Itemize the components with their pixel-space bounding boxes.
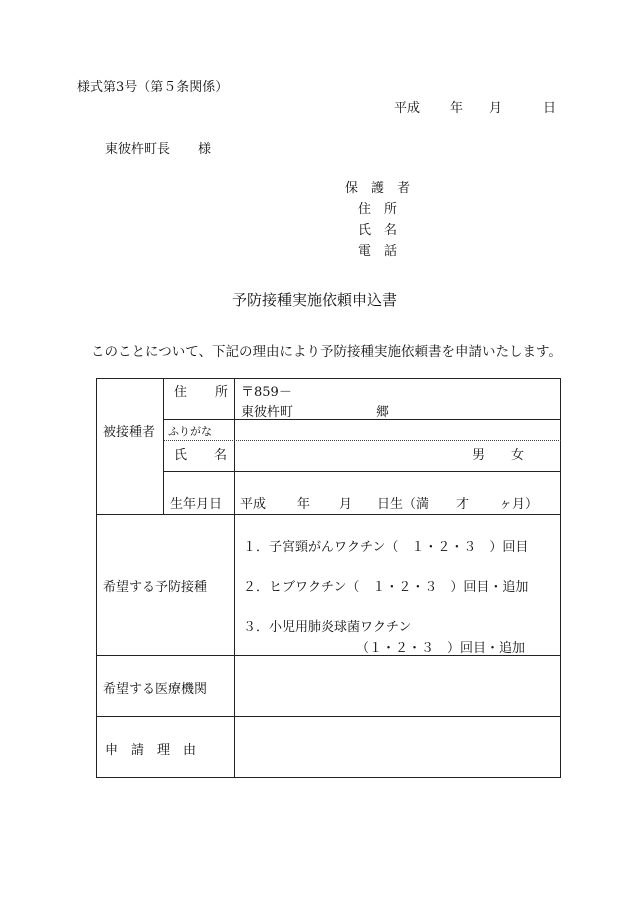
- dob-year: 年: [297, 497, 311, 512]
- subject-label: 被接種者: [103, 425, 156, 440]
- vaccine-option-2: ２．ヒブワクチン（ １・２・３ ）回目・追加: [243, 580, 529, 595]
- dob-day: 日生（満: [377, 497, 430, 512]
- row-divider-furigana: [163, 440, 561, 441]
- dob-age: 才: [456, 497, 470, 512]
- document-intro: このことについて、下記の理由により予防接種実施依頼書を申請いたします。: [91, 344, 562, 360]
- dob-label: 生年月日: [170, 497, 223, 512]
- vaccine-option-3-detail: （１・２・３ ）回目・追加: [356, 641, 526, 656]
- vaccine-option-3: ３．小児用肺炎球菌ワクチン: [243, 620, 412, 635]
- dob-era: 平成: [240, 497, 267, 512]
- document-title: 予防接種実施依頼申込書: [232, 291, 398, 309]
- vaccine-label: 希望する予防接種: [103, 580, 208, 595]
- col-divider-main: [234, 378, 235, 778]
- address-postal: 〒859－: [241, 385, 292, 400]
- date-era: 平成: [394, 101, 421, 116]
- sex-female: 女: [511, 448, 525, 463]
- date-day: 日: [543, 101, 557, 116]
- date-month: 月: [489, 101, 503, 116]
- guardian-name-label: 氏 名: [358, 223, 398, 238]
- dob-month: 月: [339, 497, 353, 512]
- institution-label: 希望する医療機関: [103, 682, 208, 697]
- row-divider-subject: [96, 514, 561, 515]
- sex-male: 男: [472, 448, 486, 463]
- guardian-address-label: 住 所: [358, 202, 398, 217]
- col-divider-subject: [163, 378, 164, 514]
- guardian-phone-label: 電 話: [358, 244, 398, 259]
- address-label-2: 所: [215, 385, 229, 400]
- address-district: 郷: [376, 405, 390, 420]
- address-label-1: 住: [174, 385, 188, 400]
- dob-months: ヶ月）: [499, 497, 539, 512]
- guardian-title: 保 護 者: [345, 181, 411, 196]
- addressee-name: 東彼杵町長: [105, 142, 171, 157]
- date-year: 年: [450, 101, 464, 116]
- furigana-label: ふりがな: [168, 425, 212, 438]
- name-label-1: 氏: [174, 448, 188, 463]
- addressee-honorific: 様: [198, 142, 212, 157]
- name-label-2: 名: [214, 448, 228, 463]
- form-number: 様式第3号（第５条関係）: [77, 80, 229, 95]
- row-divider-institution: [96, 716, 561, 717]
- vaccine-option-1: １．子宮頸がんワクチン（ １・２・３ ）回目: [243, 540, 529, 555]
- row-divider-address: [163, 419, 561, 420]
- row-divider-name: [163, 471, 561, 472]
- address-town: 東彼杵町: [241, 405, 294, 420]
- reason-label: 申 請 理 由: [105, 743, 197, 758]
